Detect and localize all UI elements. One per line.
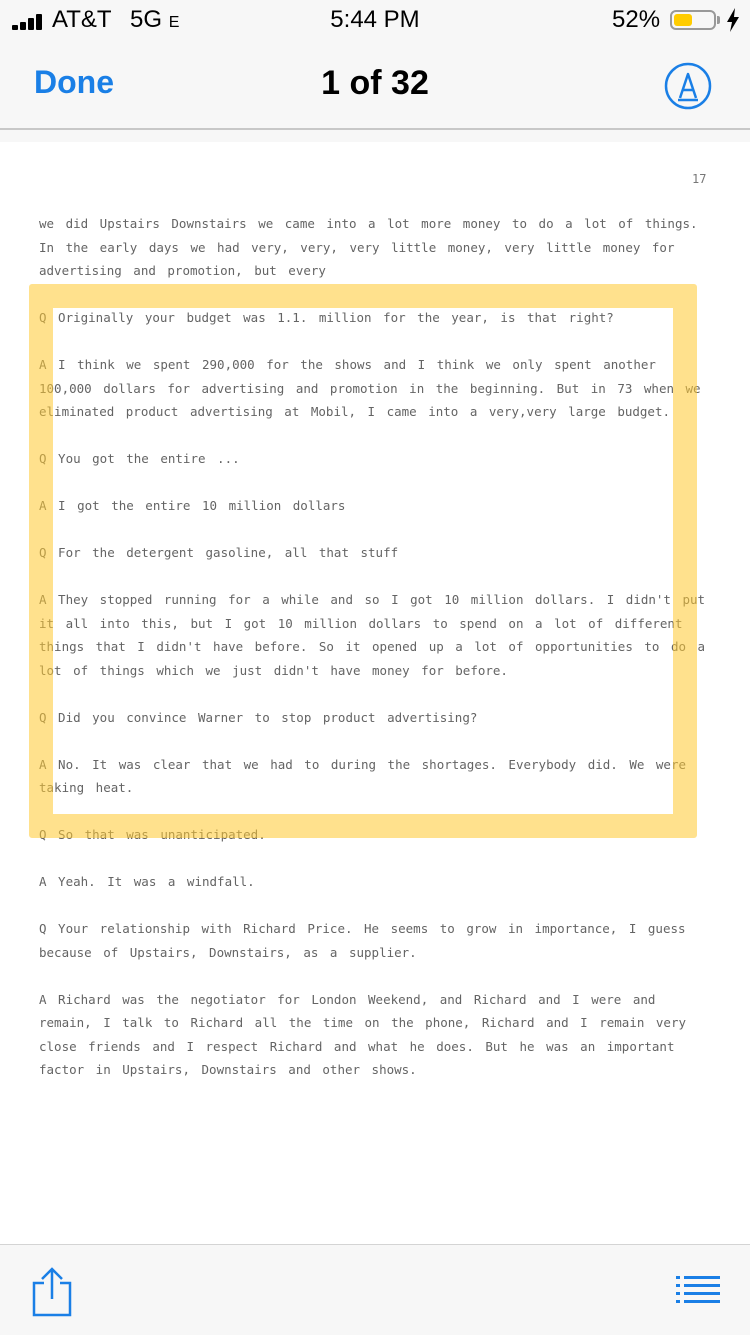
network-suffix: E	[168, 14, 180, 31]
paragraph: Q For the detergent gasoline, all that stuff	[39, 545, 399, 560]
paragraph: Q Your relationship with Richard Price. He seems to grow in importance, I guess because of Upstairs, Downstairs, as a supplier.	[39, 921, 686, 960]
paragraph: we did Upstairs Downstairs we came into a lot more money to do a lot of things. In the early days we had very, very, very little money, very little money for advertising and promotion, but every	[39, 216, 698, 278]
markup-pen-icon[interactable]	[664, 62, 712, 110]
status-bar	[0, 0, 750, 40]
paragraph: A Richard was the negotiator for London Weekend, and Richard and I were and remain, I talk to Richard all the time on the phone, Richard and I remain very close friends and I respect Richard and what he does. But he was an important factor in Upstairs, Downstairs and other shows.	[39, 991, 686, 1077]
paragraph: Q You got the entire ...	[39, 451, 240, 466]
carrier-name: AT&T	[52, 6, 112, 33]
paragraph: Q Originally your budget was 1.1. million for the year, is that right?	[39, 310, 614, 325]
nav-divider	[0, 128, 750, 130]
paragraph: A Yeah. It was a windfall.	[39, 874, 255, 889]
bottom-toolbar	[0, 1244, 750, 1335]
charging-bolt-icon	[726, 8, 740, 32]
battery-percent: 52%	[612, 6, 661, 33]
network-label: 5G	[130, 6, 163, 33]
paragraph: A I think we spent 290,000 for the shows and I think we only spent another 100,000 dollars for advertising and promotion in the beginning. But in 73 when we eliminated product advertising at Mobil, I came into a very,very large budget.	[39, 357, 701, 419]
status-time: 5:44 PM	[330, 6, 420, 33]
nav-bar	[0, 40, 750, 128]
list-icon[interactable]	[676, 1275, 720, 1305]
document-page[interactable]	[0, 142, 750, 1244]
battery-tip	[717, 16, 720, 24]
battery-fill	[674, 14, 692, 26]
paragraph: Q So that was unanticipated.	[39, 827, 266, 842]
document-text	[39, 212, 719, 1105]
paragraph: A I got the entire 10 million dollars	[39, 498, 346, 513]
share-icon[interactable]	[30, 1267, 74, 1317]
paragraph: A They stopped running for a while and so I got 10 million dollars. I didn't put it all into this, but I got 10 million dollars to spend on a lot of different things that I didn't have before. So it opened up a lot of opportunities to do a lot of things which we just didn't have money for before.	[39, 592, 706, 678]
done-button[interactable]: Done	[34, 64, 114, 100]
paragraph: A No. It was clear that we had to during the shortages. Everybody did. We were taking heat.	[39, 756, 686, 795]
battery-icon	[670, 10, 716, 30]
page-indicator: 1 of 32	[321, 64, 429, 102]
paragraph: Q Did you convince Warner to stop product advertising?	[39, 709, 478, 725]
page-number: 17	[692, 172, 707, 186]
